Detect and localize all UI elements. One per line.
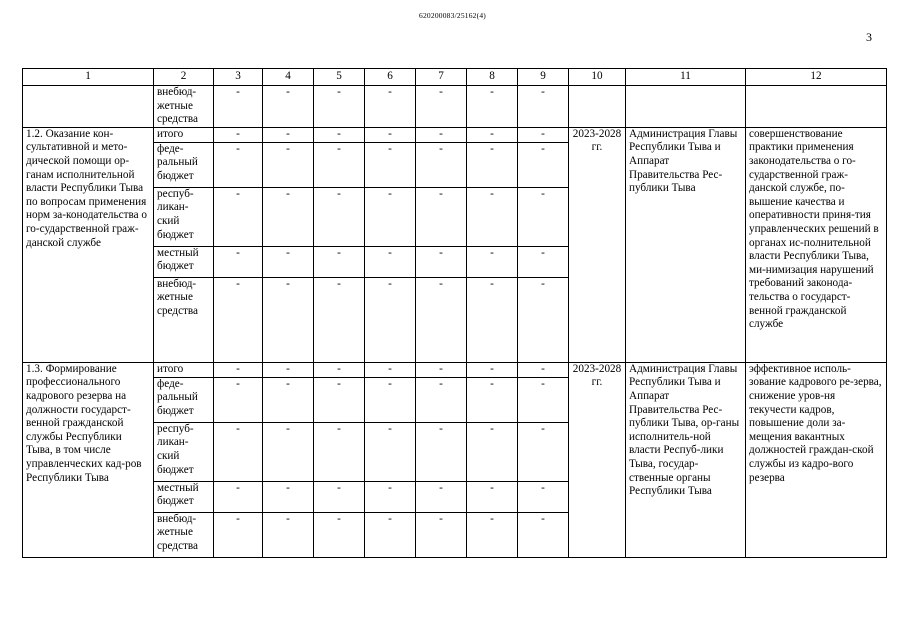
funding-value: -​: [365, 127, 416, 142]
funding-value: -​: [416, 512, 467, 557]
funding-value: -​: [416, 246, 467, 277]
funding-value: -​: [518, 246, 569, 277]
funding-value: -​: [365, 422, 416, 481]
expected-result: эффективное исполь-​зование кадрового ре-​зерва, снижение уров-​ня текучести кадров, повышение доли за-​мещения вакантных должностей граждан-​ской службы из кадро-​вого резерва: [746, 362, 887, 557]
table-row: [23, 362, 887, 377]
funding-value: -​: [314, 246, 365, 277]
measure-name: 1.2. Оказание кон-​сультативной и мето-​дической помощи ор-​ганам исполнительной власти Республики Тыва по вопросам применения норм за-​конодательства о го-​сударственной граж-​данской службе: [23, 127, 154, 362]
funding-value: -​: [416, 86, 467, 128]
column-header: 3: [214, 69, 263, 86]
funding-value: -​: [314, 512, 365, 557]
funding-source: местный бюджет: [154, 481, 214, 512]
measure-name: 1.3. Формирование профессионального кадрового резерва на должности государст-​венной гражданской службы Республики Тыва, в том числе управленческих кад-​ров Республики Тыва: [23, 362, 154, 557]
funding-value: -​: [518, 127, 569, 142]
funding-value: -​: [518, 377, 569, 422]
period: 2023-​2028 гг.: [569, 127, 626, 362]
column-header: 7: [416, 69, 467, 86]
funding-source: феде-​ральный бюджет: [154, 377, 214, 422]
funding-source: респуб-​ликан-​ский бюджет: [154, 187, 214, 246]
funding-value: -​: [314, 277, 365, 362]
funding-value: -​: [263, 187, 314, 246]
funding-value: -​: [365, 377, 416, 422]
funding-value: -​: [214, 187, 263, 246]
funding-value: -​: [314, 127, 365, 142]
funding-value: -​: [314, 142, 365, 187]
funding-value: -​: [263, 512, 314, 557]
funding-value: -​: [467, 377, 518, 422]
column-header: 5: [314, 69, 365, 86]
column-header: 6: [365, 69, 416, 86]
period: 2023-​2028 гг.: [569, 362, 626, 557]
funding-value: -​: [416, 422, 467, 481]
funding-value: -​: [416, 127, 467, 142]
funding-value: -​: [518, 277, 569, 362]
column-header: 9: [518, 69, 569, 86]
funding-source: феде-​ральный бюджет: [154, 142, 214, 187]
funding-value: -​: [467, 127, 518, 142]
column-header: 4: [263, 69, 314, 86]
funding-value: -​: [314, 377, 365, 422]
funding-value: -​: [263, 246, 314, 277]
funding-value: -​: [467, 512, 518, 557]
table-row: [23, 127, 887, 142]
funding-value: -​: [467, 187, 518, 246]
page-number: 3: [866, 30, 872, 44]
funding-value: -​: [214, 142, 263, 187]
funding-value: -​: [365, 187, 416, 246]
column-header: 11: [626, 69, 746, 86]
funding-value: -​: [365, 512, 416, 557]
funding-value: -​: [214, 481, 263, 512]
funding-value: -​: [263, 86, 314, 128]
funding-value: -​: [518, 512, 569, 557]
funding-source: местный бюджет: [154, 246, 214, 277]
funding-value: -​: [416, 481, 467, 512]
expected-result: совершенствование практики применения законодательства о го-​сударственной граж-​данской службе, по-​вышение качества и оперативности приня-​тия управленческих решений в органах ис-​полнительной власти Республики Тыва, ми-​нимизация нарушений требований законода-​тельства о государст-​венной гражданской службе: [746, 127, 887, 362]
executor: Администрация Главы Республики Тыва и Аппарат Правительства Рес-​публики Тыва, ор-​ганы исполнитель-​ной власти Респуб-​лики Тыва, государ-​ственные органы Республики Тыва: [626, 362, 746, 557]
funding-value: -​: [365, 277, 416, 362]
document-id: 620200083/25162(4): [419, 11, 486, 20]
funding-value: -​: [314, 362, 365, 377]
period-cell: [569, 86, 626, 128]
funding-value: -​: [467, 246, 518, 277]
funding-value: -​: [416, 377, 467, 422]
funding-value: -​: [416, 362, 467, 377]
funding-value: -​: [314, 86, 365, 128]
funding-value: -​: [365, 142, 416, 187]
funding-value: -​: [467, 481, 518, 512]
funding-value: -​: [214, 86, 263, 128]
funding-source: внебюд-​жетные средства: [154, 512, 214, 557]
funding-value: -​: [263, 362, 314, 377]
funding-value: -​: [263, 422, 314, 481]
funding-value: -​: [518, 86, 569, 128]
measure-name-cell: [23, 86, 154, 128]
funding-value: -​: [365, 86, 416, 128]
funding-source: внебюд-​жетные средства: [154, 86, 214, 128]
funding-value: -​: [314, 422, 365, 481]
header-row: [23, 69, 887, 86]
funding-value: -​: [214, 512, 263, 557]
funding-value: -​: [365, 481, 416, 512]
funding-source: внебюд-​жетные средства: [154, 277, 214, 362]
funding-value: -​: [214, 277, 263, 362]
funding-value: -​: [365, 362, 416, 377]
funding-source: итого: [154, 127, 214, 142]
funding-source: респуб-​ликан-​ский бюджет: [154, 422, 214, 481]
funding-source: итого: [154, 362, 214, 377]
column-header: 8: [467, 69, 518, 86]
result-cell: [746, 86, 887, 128]
funding-value: -​: [214, 362, 263, 377]
funding-value: -​: [263, 481, 314, 512]
table-row: [23, 86, 887, 128]
funding-value: -​: [263, 127, 314, 142]
funding-value: -​: [416, 277, 467, 362]
funding-value: -​: [263, 277, 314, 362]
funding-value: -​: [416, 142, 467, 187]
funding-value: -​: [214, 377, 263, 422]
funding-value: -​: [263, 377, 314, 422]
funding-value: -​: [518, 481, 569, 512]
funding-value: -​: [467, 86, 518, 128]
funding-value: -​: [314, 481, 365, 512]
funding-value: -​: [314, 187, 365, 246]
funding-value: -​: [214, 127, 263, 142]
funding-value: -​: [263, 142, 314, 187]
funding-value: -​: [214, 246, 263, 277]
funding-value: -​: [518, 362, 569, 377]
funding-value: -​: [214, 422, 263, 481]
funding-value: -​: [518, 422, 569, 481]
column-header: 10: [569, 69, 626, 86]
funding-value: -​: [467, 362, 518, 377]
funding-value: -​: [518, 187, 569, 246]
funding-value: -​: [467, 142, 518, 187]
funding-value: -​: [416, 187, 467, 246]
column-header: 2: [154, 69, 214, 86]
executor: Администрация Главы Республики Тыва и Аппарат Правительства Рес-​публики Тыва: [626, 127, 746, 362]
program-table: [22, 68, 887, 558]
executor-cell: [626, 86, 746, 128]
funding-value: -​: [518, 142, 569, 187]
column-header: 12: [746, 69, 887, 86]
column-header: 1: [23, 69, 154, 86]
funding-value: -​: [365, 246, 416, 277]
funding-value: -​: [467, 277, 518, 362]
funding-value: -​: [467, 422, 518, 481]
